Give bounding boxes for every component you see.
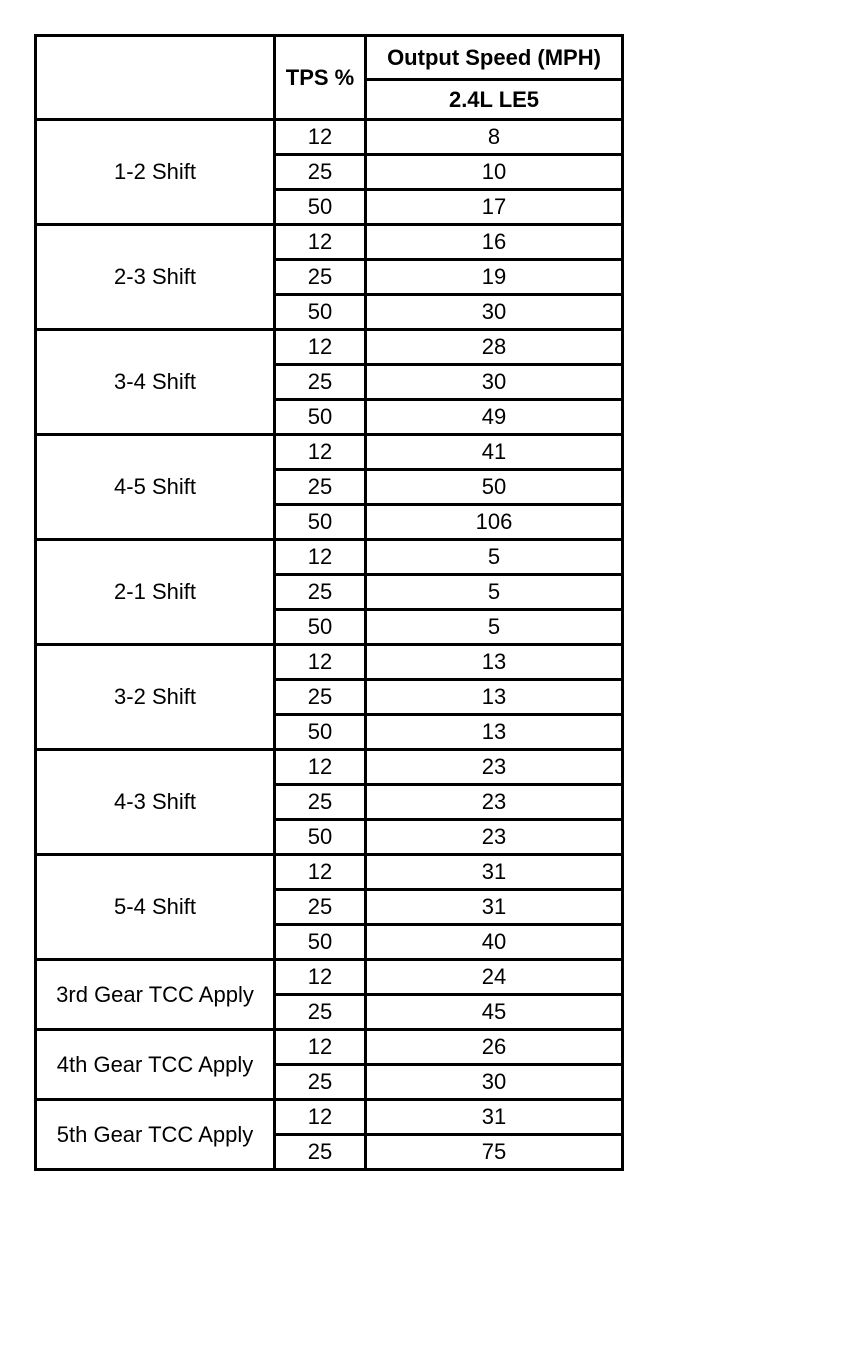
tps-cell: 50: [275, 505, 366, 540]
output-speed-cell: 5: [366, 610, 623, 645]
tps-cell: 25: [275, 1135, 366, 1170]
tps-cell: 50: [275, 820, 366, 855]
tps-cell: 50: [275, 400, 366, 435]
output-speed-cell: 19: [366, 260, 623, 295]
output-speed-cell: 106: [366, 505, 623, 540]
table-row: [36, 960, 623, 995]
table-row: [36, 1100, 623, 1135]
engine-header: 2.4L LE5: [366, 80, 623, 120]
output-speed-cell: 23: [366, 820, 623, 855]
tps-cell: 25: [275, 260, 366, 295]
tps-cell: 25: [275, 1065, 366, 1100]
output-speed-cell: 23: [366, 750, 623, 785]
tps-cell: 12: [275, 855, 366, 890]
tps-cell: 12: [275, 1030, 366, 1065]
tps-cell: 25: [275, 785, 366, 820]
shift-label-cell: 2-1 Shift: [36, 540, 275, 645]
output-speed-cell: 24: [366, 960, 623, 995]
table-row: [36, 120, 623, 155]
tps-cell: 25: [275, 155, 366, 190]
output-speed-cell: 13: [366, 645, 623, 680]
shift-label-cell: 3rd Gear TCC Apply: [36, 960, 275, 1030]
tps-cell: 12: [275, 225, 366, 260]
output-speed-cell: 45: [366, 995, 623, 1030]
table-row: [36, 645, 623, 680]
tps-cell: 25: [275, 470, 366, 505]
output-speed-cell: 50: [366, 470, 623, 505]
shift-label-cell: 3-2 Shift: [36, 645, 275, 750]
output-speed-cell: 31: [366, 890, 623, 925]
output-speed-cell: 31: [366, 855, 623, 890]
shift-label-cell: 1-2 Shift: [36, 120, 275, 225]
output-speed-cell: 49: [366, 400, 623, 435]
tps-cell: 25: [275, 995, 366, 1030]
output-speed-cell: 26: [366, 1030, 623, 1065]
table-row: [36, 1030, 623, 1065]
table-row: [36, 540, 623, 575]
tps-cell: 25: [275, 365, 366, 400]
output-speed-cell: 30: [366, 1065, 623, 1100]
tps-cell: 12: [275, 750, 366, 785]
header-row: [36, 36, 623, 80]
table-row: [36, 750, 623, 785]
output-speed-cell: 16: [366, 225, 623, 260]
table-header: [36, 36, 623, 120]
output-speed-cell: 28: [366, 330, 623, 365]
table-row: [36, 330, 623, 365]
output-speed-cell: 17: [366, 190, 623, 225]
output-speed-cell: 13: [366, 680, 623, 715]
output-speed-header: Output Speed (MPH): [366, 36, 623, 80]
tps-cell: 12: [275, 540, 366, 575]
output-speed-cell: 40: [366, 925, 623, 960]
table-row: [36, 225, 623, 260]
output-speed-cell: 30: [366, 295, 623, 330]
table-row: [36, 435, 623, 470]
output-speed-cell: 5: [366, 575, 623, 610]
output-speed-cell: 23: [366, 785, 623, 820]
table-body: [36, 120, 623, 1170]
shift-label-cell: 4th Gear TCC Apply: [36, 1030, 275, 1100]
table-row: [36, 855, 623, 890]
tps-cell: 25: [275, 680, 366, 715]
output-speed-cell: 75: [366, 1135, 623, 1170]
tps-cell: 12: [275, 960, 366, 995]
output-speed-cell: 10: [366, 155, 623, 190]
tps-cell: 12: [275, 645, 366, 680]
shift-label-cell: 5-4 Shift: [36, 855, 275, 960]
shift-speed-table: [34, 34, 624, 1171]
tps-header: TPS %: [275, 36, 366, 120]
tps-cell: 50: [275, 295, 366, 330]
output-speed-cell: 13: [366, 715, 623, 750]
tps-cell: 50: [275, 190, 366, 225]
output-speed-cell: 5: [366, 540, 623, 575]
shift-label-cell: 4-5 Shift: [36, 435, 275, 540]
shift-label-cell: 2-3 Shift: [36, 225, 275, 330]
tps-cell: 50: [275, 610, 366, 645]
output-speed-cell: 30: [366, 365, 623, 400]
tps-cell: 25: [275, 575, 366, 610]
header-blank-cell: [36, 36, 275, 120]
output-speed-cell: 31: [366, 1100, 623, 1135]
tps-cell: 12: [275, 435, 366, 470]
tps-cell: 25: [275, 890, 366, 925]
output-speed-cell: 8: [366, 120, 623, 155]
shift-label-cell: 4-3 Shift: [36, 750, 275, 855]
tps-cell: 12: [275, 120, 366, 155]
shift-label-cell: 3-4 Shift: [36, 330, 275, 435]
tps-cell: 12: [275, 1100, 366, 1135]
tps-cell: 50: [275, 715, 366, 750]
tps-cell: 50: [275, 925, 366, 960]
output-speed-cell: 41: [366, 435, 623, 470]
tps-cell: 12: [275, 330, 366, 365]
shift-label-cell: 5th Gear TCC Apply: [36, 1100, 275, 1170]
